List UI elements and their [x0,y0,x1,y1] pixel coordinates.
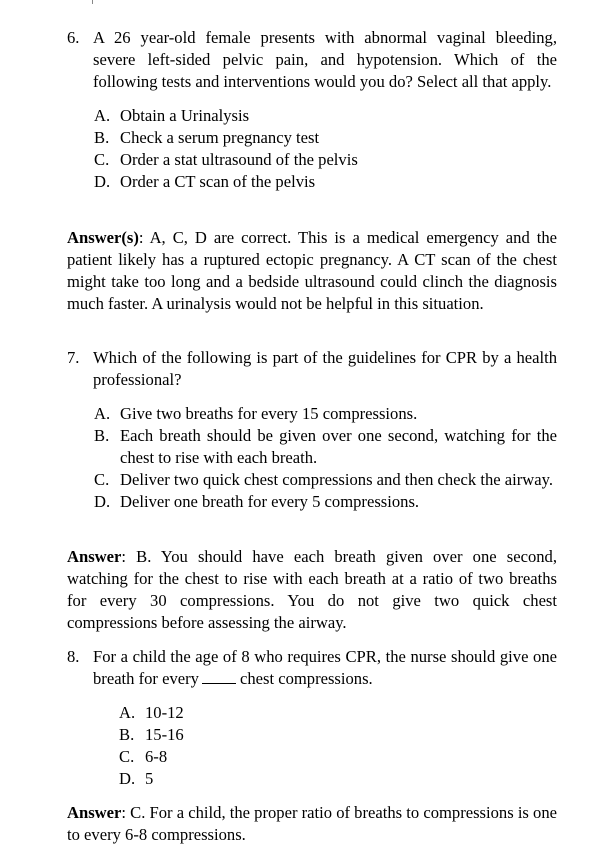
answer-text: : A, C, D are correct. This is a medical emergency and the patient likely has a ruptured ectopic pregnancy. A CT scan of the chest might take too long and a bedside ultrasound could clinch the diagnosis much faster. A urinalysis would not be helpful in this situation. [67,228,557,313]
option-letter: D. [119,769,136,788]
question-number: 7. [67,348,80,367]
option-text: 6-8 [145,747,168,766]
answer-options [94,403,557,513]
fill-in-blank [202,669,236,684]
option-letter: B. [94,426,110,445]
option-text: Check a serum pregnancy test [120,128,320,147]
question-number: 6. [67,28,80,47]
option-letter: D. [94,172,111,191]
option-text: 15-16 [145,725,184,744]
option-letter: A. [94,404,111,423]
answer-7 [67,546,557,634]
answer-label: Answer [67,803,122,822]
option-text: Order a CT scan of the pelvis [120,172,316,191]
question-text-before-blank: For a child the age of 8 who requires CPR, the nurse should give one breath for every [93,647,557,688]
option-c [119,746,557,768]
page-edge-mark [92,0,93,4]
option-letter: C. [119,747,135,766]
answer-label: Answer(s) [67,228,139,247]
question-text: Which of the following is part of the guidelines for CPR by a health professional? [93,348,557,389]
option-d [119,768,557,790]
option-b [94,425,557,469]
option-a [119,702,557,724]
option-letter: C. [94,470,110,489]
option-text: 10-12 [145,703,184,722]
option-text: Each breath should be given over one second, watching for the chest to rise with each breath. [120,426,557,467]
option-letter: A. [94,106,111,125]
question-text [93,646,557,690]
answer-text: : C. For a child, the proper ratio of breaths to compressions is one to every 6-8 compressions. [67,803,557,844]
question-7 [67,347,557,513]
option-d [94,171,557,193]
answer-text: : B. You should have each breath given over one second, watching for the chest to rise with each breath at a ratio of two breaths for every 30 compressions. You do not give two quick chest compressions before assessing the airway. [67,547,557,632]
option-b [94,127,557,149]
option-a [94,403,557,425]
option-text: Obtain a Urinalysis [120,106,250,125]
option-text: Give two breaths for every 15 compressions. [120,404,418,423]
option-text: Order a stat ultrasound of the pelvis [120,150,358,169]
option-text: Deliver one breath for every 5 compressions. [120,492,420,511]
option-text: Deliver two quick chest compressions and then check the airway. [120,470,553,489]
option-letter: B. [94,128,110,147]
question-text: A 26 year-old female presents with abnormal vaginal bleeding, severe left-sided pelvic pain, and hypotension. Which of the following tests and interventions would you do? Select all that apply. [93,28,557,91]
answer-options [119,702,557,790]
answer-options [94,105,557,193]
option-b [119,724,557,746]
option-c [94,469,557,491]
option-letter: D. [94,492,111,511]
option-letter: B. [119,725,135,744]
question-text-after-blank: chest compressions. [239,669,373,688]
option-letter: C. [94,150,110,169]
option-letter: A. [119,703,136,722]
question-8 [67,646,557,790]
answer-8 [67,802,557,846]
option-a [94,105,557,127]
option-c [94,149,557,171]
option-d [94,491,557,513]
question-6 [67,27,557,193]
answer-6 [67,227,557,315]
option-text: 5 [145,769,154,788]
question-number: 8. [67,647,80,666]
answer-label: Answer [67,547,122,566]
